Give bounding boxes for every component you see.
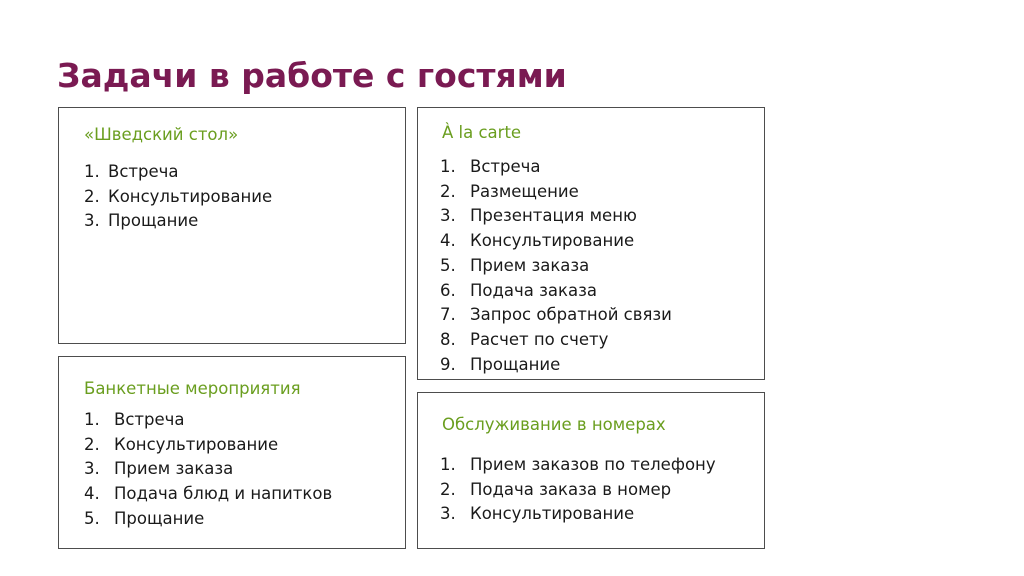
list-item <box>84 160 272 185</box>
list-item <box>440 229 672 254</box>
item-number: 1. <box>84 162 100 181</box>
item-number: 1. <box>84 410 100 429</box>
item-text: Прием заказа <box>114 459 234 479</box>
slide-title: Задачи в работе с гостями <box>57 56 567 95</box>
item-text: Прием заказа <box>470 255 590 275</box>
list-item <box>84 507 332 532</box>
item-number: 3. <box>440 504 456 524</box>
task-list <box>84 160 272 234</box>
list-item <box>84 457 332 482</box>
item-number: 9. <box>440 354 456 374</box>
list-item <box>440 328 672 353</box>
item-text: Прощание <box>108 211 199 231</box>
item-number: 3. <box>84 211 100 231</box>
item-number: 2. <box>84 186 100 206</box>
card-title: Обслуживание в номерах <box>442 415 666 434</box>
item-number: 3. <box>440 206 456 226</box>
item-text: Размещение <box>470 181 579 201</box>
list-item <box>440 453 716 478</box>
card-title: «Шведский стол» <box>84 125 239 144</box>
card-banquet-events <box>58 356 406 549</box>
list-item <box>440 155 672 180</box>
list-item <box>84 482 332 507</box>
list-item <box>440 303 672 328</box>
item-number: 1. <box>440 157 456 176</box>
list-item <box>440 254 672 279</box>
item-text: Запрос обратной связи <box>470 305 672 325</box>
card-swedish-buffet <box>58 107 406 344</box>
item-text: Расчет по счету <box>470 329 609 349</box>
item-number: 2. <box>84 434 100 454</box>
task-list <box>84 408 332 532</box>
item-text: Встреча <box>108 162 179 181</box>
item-number: 7. <box>440 305 456 325</box>
item-text: Подача заказа <box>470 280 597 300</box>
item-text: Встреча <box>114 410 185 429</box>
list-item <box>440 180 672 205</box>
card-room-service <box>417 392 765 549</box>
item-number: 1. <box>440 455 456 474</box>
item-text: Прощание <box>114 508 205 528</box>
list-item <box>440 279 672 304</box>
list-item <box>84 209 272 234</box>
item-number: 4. <box>440 231 456 251</box>
list-item <box>440 502 716 527</box>
item-text: Консультирование <box>470 231 635 251</box>
item-text: Презентация меню <box>470 206 637 226</box>
item-text: Консультирование <box>470 504 635 524</box>
list-item <box>84 185 272 210</box>
task-list <box>440 155 672 377</box>
list-item <box>440 204 672 229</box>
item-number: 5. <box>440 255 456 275</box>
item-number: 2. <box>440 181 456 201</box>
item-number: 2. <box>440 479 456 499</box>
item-text: Прощание <box>470 354 561 374</box>
card-title: Банкетные мероприятия <box>84 379 301 398</box>
card-title: À la carte <box>442 123 522 142</box>
card-a-la-carte <box>417 107 765 380</box>
item-text: Подача блюд и напитков <box>114 484 333 504</box>
item-number: 8. <box>440 329 456 349</box>
item-number: 4. <box>84 484 100 504</box>
item-number: 5. <box>84 508 100 528</box>
item-text: Прием заказов по телефону <box>470 455 716 474</box>
list-item <box>440 353 672 378</box>
item-text: Консультирование <box>114 434 279 454</box>
item-text: Встреча <box>470 157 541 176</box>
list-item <box>84 433 332 458</box>
item-text: Подача заказа в номер <box>470 479 672 499</box>
list-item <box>440 478 716 503</box>
item-number: 3. <box>84 459 100 479</box>
item-text: Консультирование <box>108 186 273 206</box>
list-item <box>84 408 332 433</box>
item-number: 6. <box>440 280 456 300</box>
task-list <box>440 453 716 527</box>
